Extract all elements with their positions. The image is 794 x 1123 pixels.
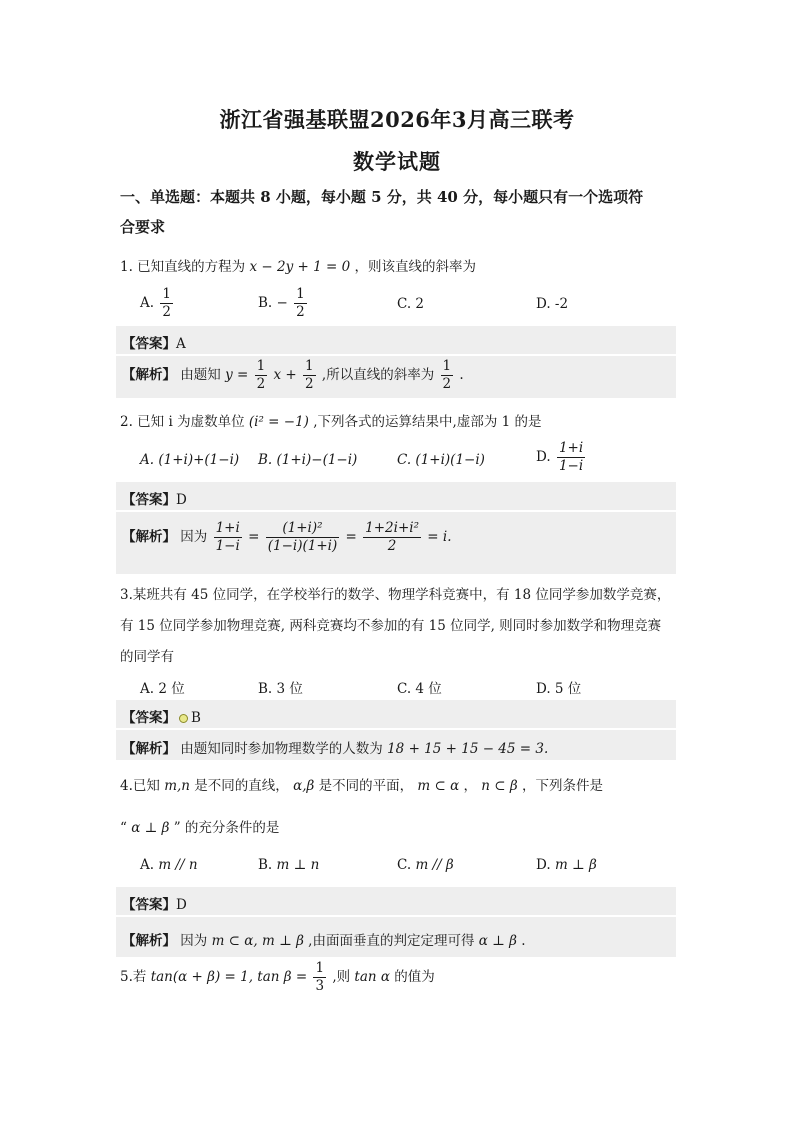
page-subtitle: 数学试题 (353, 149, 441, 174)
question-4-line-2 (120, 816, 279, 836)
fraction-denominator: 1−i (215, 538, 240, 554)
q5-math: tan(α + β) = 1, tan β = (150, 969, 308, 985)
answer-label: 【答案】 (122, 897, 176, 913)
q5-text: 的值为 (394, 969, 435, 985)
q2-option-d-label: D. (536, 449, 551, 465)
question-3-line-3: 的同学有 (120, 649, 174, 665)
answer-label: 【答案】 (122, 492, 176, 508)
q4-text: “ (120, 820, 127, 836)
analysis-label: 【解析】 (122, 741, 176, 757)
q4-option-c (397, 857, 454, 873)
analysis-math: α ⊥ β (478, 933, 517, 949)
q1-stem-text: 1. 已知直线的方程为 (120, 259, 246, 275)
q1-option-a-label: A. (140, 295, 155, 311)
answer-value: D (176, 897, 187, 913)
fraction-numerator: 1+i (215, 520, 240, 536)
q2-option-c: C. (1+i)(1−i) (397, 452, 485, 468)
q4-text: ” 的充分条件的是 (173, 820, 280, 836)
q3-option-d: D. 5 位 (536, 681, 582, 697)
q4-text: ，下列条件是 (522, 778, 603, 794)
analysis-label: 【解析】 (122, 529, 176, 545)
q4-math: m ⊂ α (417, 778, 460, 794)
option-math: m // n (158, 857, 198, 873)
fraction-numerator: 1+i (558, 440, 584, 456)
option-math: m ⊥ β (554, 857, 597, 873)
analysis-text: 因为 (180, 529, 208, 545)
q4-text: 是不同的平面， (318, 778, 414, 794)
question-2-stem (120, 410, 542, 430)
question-4-line-1 (120, 774, 603, 794)
q1-option-b-fraction (294, 286, 307, 321)
q1-option-d: D. -2 (536, 296, 569, 312)
section-heading-line-2: 合要求 (120, 218, 166, 236)
analysis-text: 因为 (180, 933, 208, 949)
q4-text: 4.已知 (120, 778, 160, 794)
q2-option-d-fraction (557, 440, 585, 475)
analysis-fraction (255, 358, 268, 393)
q4-analysis (122, 929, 526, 949)
fraction-denominator: 3 (315, 978, 325, 994)
option-label: A. (140, 857, 155, 873)
q2-stem-tail: ,下列各式的运算结果中,虚部为 1 的是 (313, 414, 542, 430)
analysis-text: 由题知同时参加物理数学的人数为 (180, 741, 383, 757)
answer-label: 【答案】 (122, 336, 176, 352)
question-1-stem (120, 255, 476, 275)
q2-answer (122, 488, 187, 508)
analysis-fraction (363, 520, 421, 555)
q1-option-c: C. 2 (397, 296, 425, 312)
q1-answer (122, 332, 186, 352)
q3-option-b: B. 3 位 (258, 681, 303, 697)
q2-answer-box (116, 482, 676, 510)
q4-option-b (258, 857, 319, 873)
q5-fraction (313, 960, 326, 995)
q3-option-c: C. 4 位 (397, 681, 442, 697)
q4-math: α,β (293, 778, 315, 794)
analysis-math: 18 + 15 + 15 − 45 = 3. (387, 741, 549, 757)
fraction-denominator: 2 (256, 376, 266, 392)
q1-option-a (140, 286, 175, 321)
q4-math: m,n (164, 778, 190, 794)
q3-option-a: A. 2 位 (140, 681, 185, 697)
q3-analysis (122, 737, 548, 757)
annotation-marker-icon (179, 714, 188, 723)
option-label: C. (397, 857, 412, 873)
q4-option-a (140, 857, 198, 873)
fraction-numerator: 1+2i+i² (365, 520, 419, 536)
answer-value: A (176, 336, 186, 352)
q5-text: ,则 (332, 969, 351, 985)
analysis-text: . (459, 367, 464, 383)
analysis-text: . (521, 933, 526, 949)
answer-label: 【答案】 (122, 710, 176, 726)
fraction-numerator: (1+i)² (266, 520, 340, 538)
question-5-stem (120, 960, 435, 995)
answer-value: D (176, 492, 187, 508)
analysis-fraction (441, 358, 454, 393)
fraction-numerator: 1 (315, 960, 325, 976)
analysis-text: 由题知 (180, 367, 221, 383)
analysis-text: ,所以直线的斜率为 (321, 367, 435, 383)
q2-stem-math: (i² = −1) (248, 414, 309, 430)
analysis-math: m ⊂ α, m ⊥ β (211, 933, 304, 949)
analysis-label: 【解析】 (122, 933, 176, 949)
fraction-denominator: 1−i (558, 458, 584, 474)
fraction-numerator: 1 (442, 358, 452, 374)
q3-answer (122, 706, 201, 726)
q2-option-a: A. (1+i)+(1−i) (140, 452, 240, 468)
option-math: m // β (415, 857, 454, 873)
q2-analysis (122, 520, 452, 555)
answer-value: B (191, 710, 201, 726)
option-math: m ⊥ n (276, 857, 320, 873)
q2-stem-text: 2. 已知 i 为虚数单位 (120, 414, 245, 430)
q2-option-b: B. (1+i)−(1−i) (258, 452, 358, 468)
q1-option-b (258, 286, 309, 321)
question-3-line-1: 3.某班共有 45 位同学，在学校举行的数学、物理学科竞赛中，有 18 位同学参加数学竞赛， (120, 587, 671, 603)
q5-text: 5.若 (120, 969, 147, 985)
fraction-denominator: 2 (296, 304, 305, 320)
fraction-numerator: 1 (162, 286, 171, 302)
analysis-label: 【解析】 (122, 367, 176, 383)
analysis-math: = i. (427, 529, 452, 545)
page-title: 浙江省强基联盟2026年3月高三联考 (219, 107, 575, 132)
q1-stem-tail: ，则该直线的斜率为 (354, 259, 476, 275)
fraction-denominator: 2 (442, 376, 452, 392)
analysis-text: ,由面面垂直的判定定理可得 (308, 933, 475, 949)
q4-answer (122, 893, 187, 913)
q1-option-a-fraction (160, 286, 173, 321)
equals-sign: = (345, 529, 357, 545)
analysis-fraction (303, 358, 316, 393)
option-label: D. (536, 857, 551, 873)
q2-option-d (536, 440, 587, 475)
q1-equation: x − 2y + 1 = 0 (249, 259, 351, 275)
analysis-math: x + (273, 367, 297, 383)
q1-option-b-label: B. − (258, 295, 288, 311)
fraction-numerator: 1 (305, 358, 314, 374)
q1-answer-box (116, 326, 676, 354)
fraction-denominator: (1−i)(1+i) (267, 538, 338, 554)
equals-sign: = (248, 529, 260, 545)
q4-math: n ⊂ β (481, 778, 518, 794)
fraction-denominator: 2 (162, 304, 171, 320)
analysis-fraction (266, 520, 340, 555)
option-label: B. (258, 857, 273, 873)
q4-text: 是不同的直线， (194, 778, 289, 794)
q4-option-d (536, 857, 597, 873)
fraction-denominator: 2 (387, 538, 397, 554)
q1-analysis (122, 358, 464, 393)
analysis-math: y = (225, 367, 249, 383)
section-heading-line-1: 一、单选题：本题共 8 小题，每小题 5 分，共 40 分，每小题只有一个选项符 (120, 188, 644, 206)
q4-text: ， (463, 778, 477, 794)
q5-math: tan α (354, 969, 390, 985)
question-3-line-2: 有 15 位同学参加物理竞赛, 两科竞赛均不参加的有 15 位同学, 则同时参加数学和物理竞赛 (120, 618, 662, 634)
q4-answer-box (116, 887, 676, 915)
analysis-fraction (214, 520, 242, 555)
fraction-numerator: 1 (256, 358, 266, 374)
fraction-denominator: 2 (305, 376, 314, 392)
fraction-numerator: 1 (296, 286, 305, 302)
q4-math: α ⊥ β (131, 820, 170, 836)
